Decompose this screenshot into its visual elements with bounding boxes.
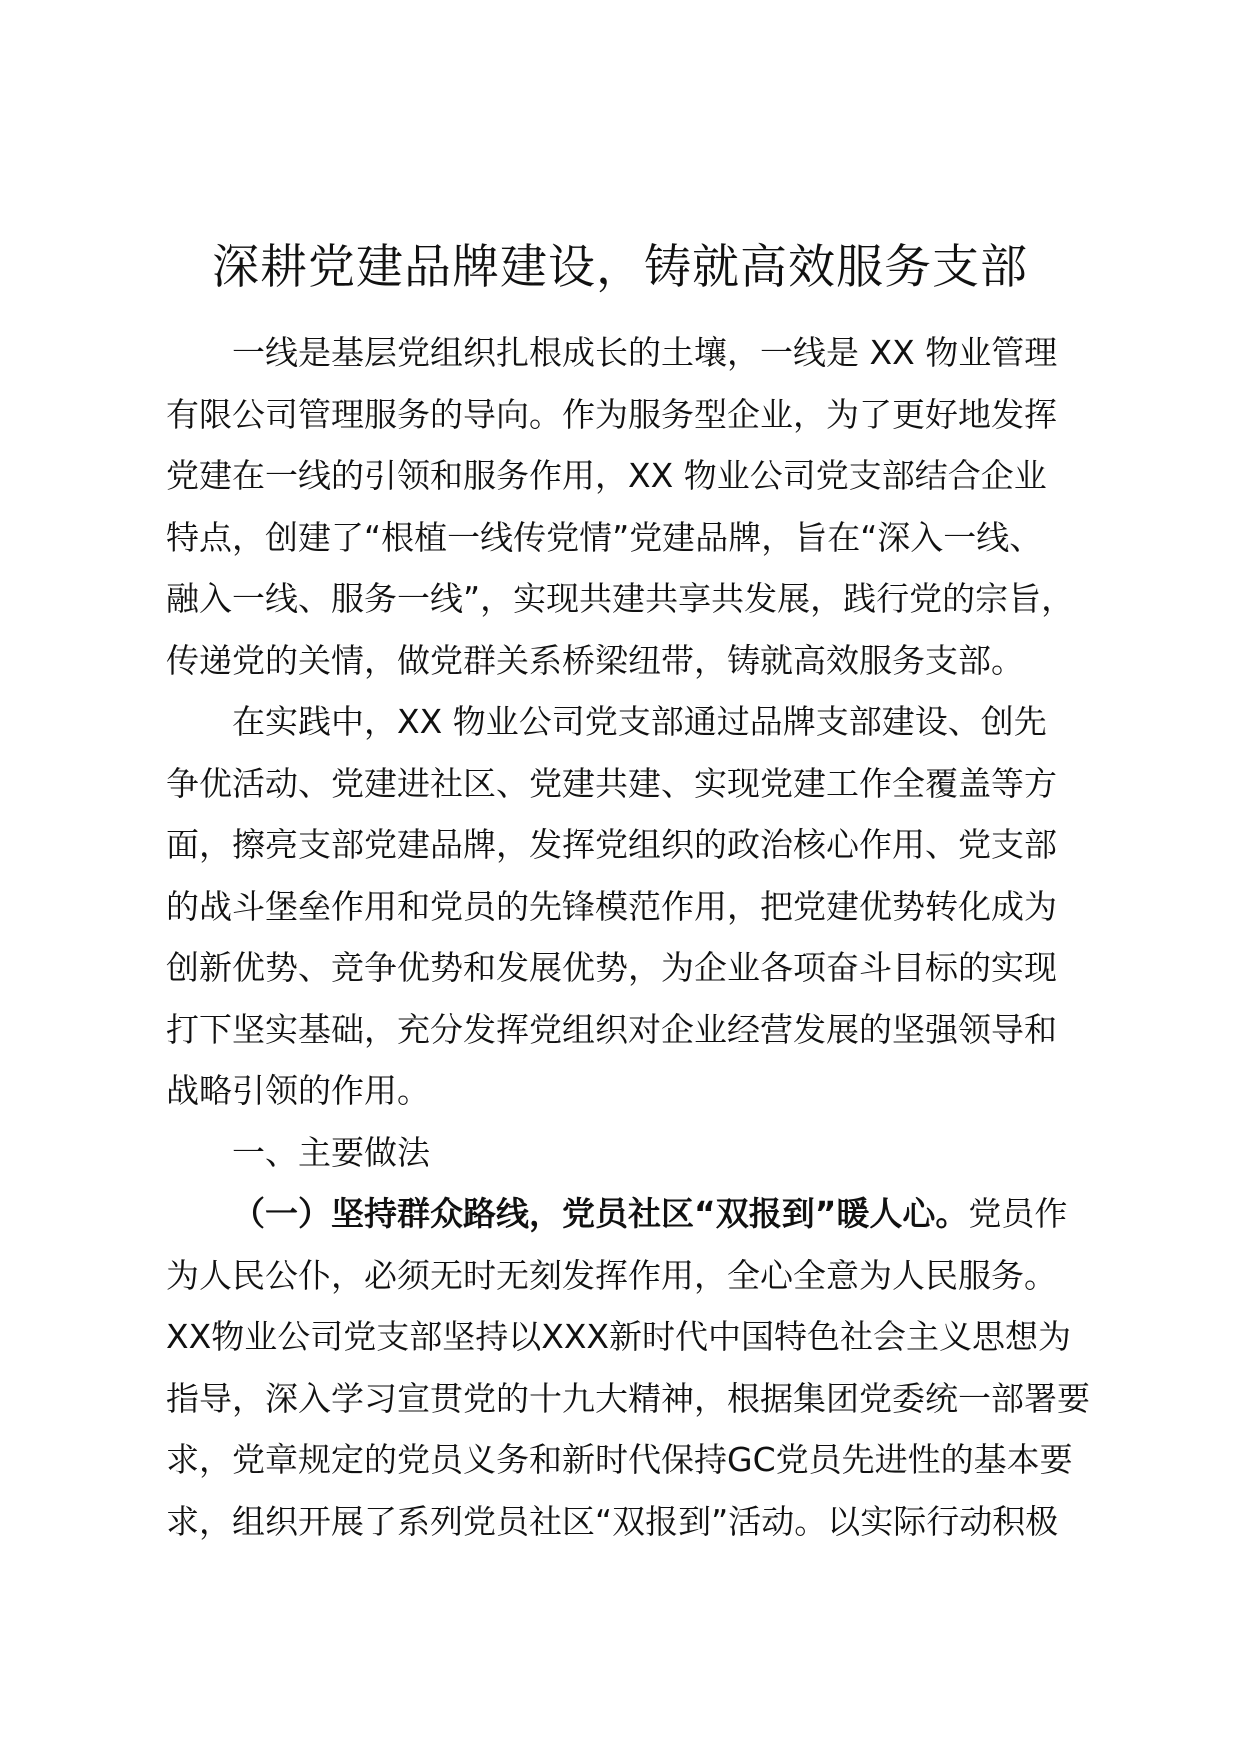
paragraph-2-line-5: 创新优势、竞争优势和发展优势，为企业各项奋斗目标的实现 bbox=[166, 948, 1057, 987]
paragraph-2-line-1: 在实践中，XX 物业公司党支部通过品牌支部建设、创先 bbox=[232, 702, 1047, 741]
paragraph-1-line-6: 传递党的关情，做党群关系桥梁纽带，铸就高效服务支部。 bbox=[166, 640, 1024, 680]
paragraph-3-line-6: 求，组织开展了系列党员社区“双报到”活动。以实际行动积极 bbox=[166, 1501, 1059, 1541]
paragraph-2-line-6: 打下坚实基础，充分发挥党组织对企业经营发展的坚强领导和 bbox=[166, 1009, 1057, 1049]
paragraph-1-line-3: 党建在一线的引领和服务作用，XX 物业公司党支部结合企业 bbox=[166, 456, 1047, 495]
document-title: 深耕党建品牌建设，铸就高效服务支部 bbox=[212, 240, 1028, 295]
paragraph-1-line-4: 特点，创建了“根植一线传党情”党建品牌，旨在“深入一线、 bbox=[166, 517, 1043, 557]
paragraph-1-line-2: 有限公司管理服务的导向。作为服务型企业，为了更好地发挥 bbox=[166, 394, 1057, 434]
section-heading: 一、主要做法 bbox=[232, 1132, 430, 1172]
paragraph-2-line-3: 面，擦亮支部党建品牌，发挥党组织的政治核心作用、党支部 bbox=[166, 825, 1057, 864]
paragraph-3-first-line-rest: 党员作 bbox=[968, 1194, 1068, 1233]
paragraph-2-line-2: 争优活动、党建进社区、党建共建、实现党建工作全覆盖等方 bbox=[166, 763, 1057, 803]
paragraph-3-line-5: 求，党章规定的党员义务和新时代保持GC党员先进性的基本要 bbox=[166, 1440, 1073, 1479]
paragraph-1-line-1: 一线是基层党组织扎根成长的土壤，一线是 XX 物业管理 bbox=[232, 333, 1058, 372]
paragraph-1-line-5: 融入一线、服务一线”，实现共建共享共发展，践行党的宗旨， bbox=[166, 579, 1075, 618]
paragraph-3-line-2: 为人民公仆，必须无时无刻发挥作用，全心全意为人民服务。 bbox=[166, 1255, 1057, 1295]
document-body bbox=[166, 322, 1126, 1552]
paragraph-3-line-4: 指导，深入学习宣贯党的十九大精神，根据集团党委统一部署要 bbox=[166, 1378, 1090, 1418]
paragraph-3-line-3: XX物业公司党支部坚持以XXX新时代中国特色社会主义思想为 bbox=[166, 1317, 1072, 1356]
paragraph-3-line-1 bbox=[166, 1183, 1126, 1245]
paragraph-3-bold-lead: （一）坚持群众路线，党员社区“双报到”暖人心。 bbox=[232, 1194, 969, 1233]
paragraph-2-line-7: 战略引领的作用。 bbox=[166, 1071, 430, 1110]
paragraph-2-line-4: 的战斗堡垒作用和党员的先锋模范作用，把党建优势转化成为 bbox=[166, 886, 1057, 926]
